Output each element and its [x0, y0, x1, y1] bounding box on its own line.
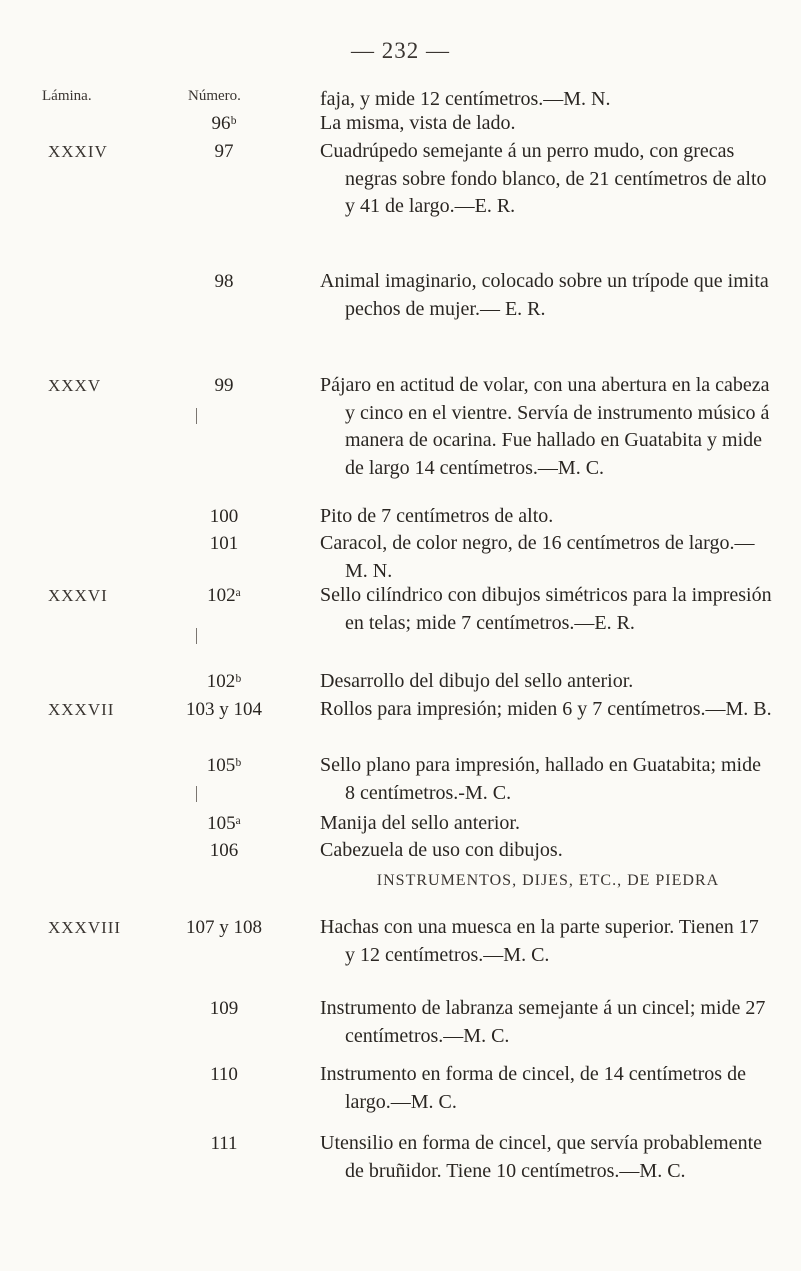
entry-lamina: XXXVIII: [48, 918, 122, 937]
entry-numero: 105ᵃ: [207, 813, 241, 834]
entry-description: Sello cilíndrico con dibujos simétricos para la impresión en telas; mide 7 centímetros.—E. R.: [320, 584, 772, 634]
entry-description: Desarrollo del dibujo del sello anterior.: [320, 670, 634, 692]
entry-description: Cabezuela de uso con dibujos.: [320, 839, 563, 861]
entry-description: Animal imaginario, colocado sobre un trípode que imita pechos de mujer.— E. R.: [320, 270, 769, 320]
entry-description: La misma, vista de lado.: [320, 112, 516, 134]
entry-description: Manija del sello anterior.: [320, 812, 520, 834]
entry-numero: 109: [209, 998, 239, 1019]
entry-description: Utensilio en forma de cincel, que servía probablemente de bruñidor. Tiene 10 centímetros.—M. C.: [320, 1132, 763, 1182]
entry-lamina: XXXVII: [48, 700, 115, 719]
entry-numero: 96ᵇ: [211, 113, 237, 134]
entry-description: Cuadrúpedo semejante á un perro mudo, con grecas negras sobre fondo blanco, de 21 centímetros de alto y 41 de largo.—E. R.: [320, 140, 767, 218]
entry-numero: 106: [209, 840, 239, 861]
entry-description: faja, y mide 12 centímetros.—M. N.: [320, 88, 611, 110]
column-header-numero: Número.: [188, 88, 241, 104]
entry-description: Pájaro en actitud de volar, con una abertura en la cabeza y cinco en el vientre. Servía de instrumento músico á manera de ocarina. Fue hallado en Guatabita y mide de largo 14 centímetros.—M. C.: [320, 374, 770, 479]
entry-numero: 98: [214, 271, 234, 292]
entry-lamina: XXXVI: [48, 586, 108, 605]
entry-description: Instrumento de labranza semejante á un cincel; mide 27 centímetros.—M. C.: [320, 997, 766, 1047]
margin-mark: [196, 628, 197, 644]
margin-mark: [196, 786, 197, 802]
entry-numero: 111: [210, 1133, 238, 1154]
entry-numero: 105ᵇ: [206, 755, 242, 776]
section-heading: INSTRUMENTOS, DIJES, ETC., DE PIEDRA: [376, 872, 720, 889]
entry-numero: 97: [214, 141, 234, 162]
entry-numero: 100: [209, 506, 239, 527]
entry-description: Hachas con una muesca en la parte superior. Tienen 17 y 12 centímetros.—M. C.: [320, 916, 759, 966]
entry-lamina: XXXIV: [48, 142, 108, 161]
margin-mark: [196, 408, 197, 424]
entry-numero: 102ᵇ: [206, 671, 242, 692]
entry-lamina: XXXV: [48, 376, 102, 395]
entry-numero: 107 y 108: [186, 917, 262, 938]
column-header-lamina: Lámina.: [42, 88, 92, 104]
entry-numero: 102ᵃ: [207, 585, 241, 606]
entry-description: Pito de 7 centímetros de alto.: [320, 505, 554, 527]
entry-numero: 110: [210, 1064, 238, 1085]
entry-description: Rollos para impresión; miden 6 y 7 centímetros.—M. B.: [320, 698, 772, 720]
entry-description: Sello plano para impresión, hallado en Guatabita; mide 8 centímetros.-M. C.: [320, 754, 761, 804]
entry-numero: 103 y 104: [186, 699, 262, 720]
entry-description: Caracol, de color negro, de 16 centímetros de largo.—M. N.: [320, 532, 755, 582]
entry-description: Instrumento en forma de cincel, de 14 centímetros de largo.—M. C.: [320, 1063, 746, 1113]
entry-numero: 99: [214, 375, 234, 396]
entry-numero: 101: [209, 533, 239, 554]
page-number: — 232 —: [351, 38, 450, 63]
